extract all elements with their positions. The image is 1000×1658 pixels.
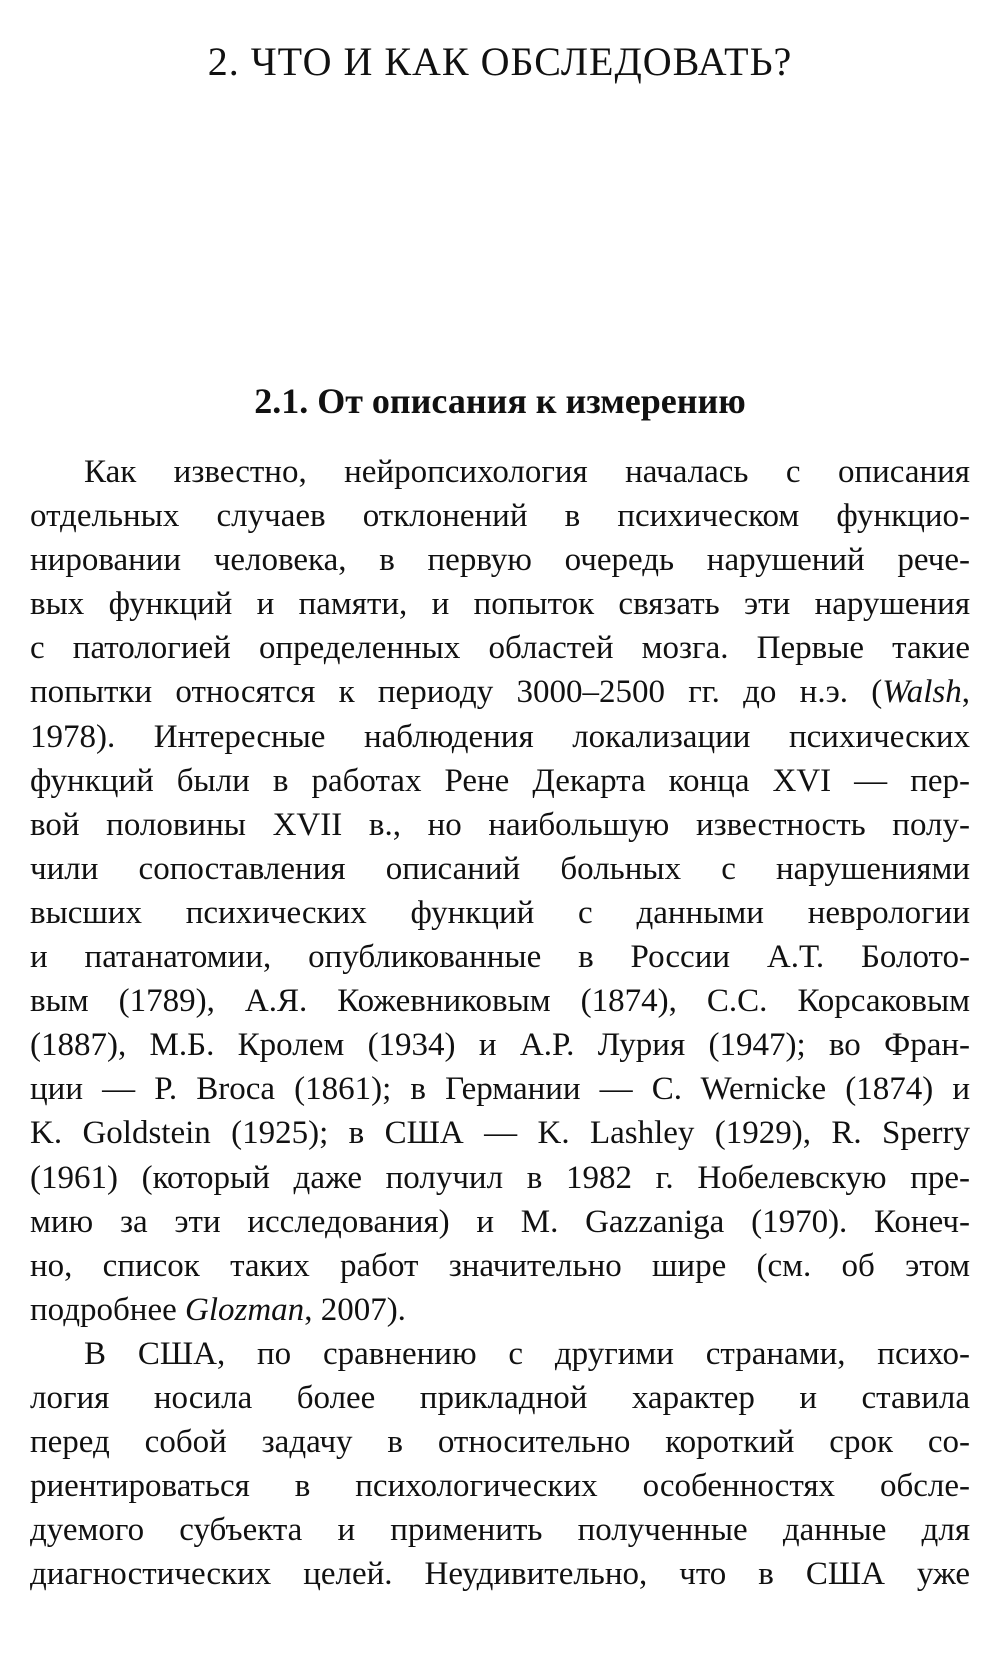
text-line: с патологией определенных областей мозга. Первые такие — [30, 630, 970, 667]
text-line: вой половины XVII в., но наибольшую известность полу- — [30, 806, 970, 843]
citation-author: Walsh — [882, 674, 962, 711]
text-line: K. Goldstein (1925); в США — K. Lashley (1929), R. Sperry — [30, 1115, 970, 1152]
text-fragment: , 2007). — [304, 1291, 406, 1328]
text-line: Как известно, нейропсихология началась с описания — [84, 454, 970, 490]
citation-author: Glozman — [185, 1291, 305, 1328]
paragraph-2 — [30, 1332, 970, 1597]
chapter-title: 2. ЧТО И КАК ОБСЛЕДОВАТЬ? — [207, 39, 793, 84]
text-line — [30, 670, 970, 714]
text-line: нировании человека, в первую очередь нарушений рече- — [30, 542, 970, 579]
text-line — [30, 1288, 970, 1332]
text-line: высших психических функций с данными неврологии — [30, 894, 970, 931]
text-line: чили сопоставления описаний больных с нарушениями — [30, 850, 970, 887]
text-fragment: подробнее — [30, 1291, 185, 1328]
text-line: мию за эти исследования) и M. Gazzaniga (1970). Конеч- — [30, 1203, 970, 1240]
section-title: 2.1. От описания к измерению — [254, 381, 746, 421]
text-line: риентироваться в психологических особенностях обсле- — [30, 1468, 970, 1505]
text-line: вых функций и памяти, и попыток связать эти нарушения — [30, 586, 970, 623]
text-fragment: попытки относятся к периоду 3000–2500 гг. до н.э. ( — [30, 674, 883, 711]
text-line: вым (1789), А.Я. Кожевниковым (1874), С.С. Корсаковым — [30, 983, 970, 1020]
text-line: логия носила более прикладной характер и ставила — [30, 1379, 970, 1416]
text-line: В США, по сравнению с другими странами, психо- — [84, 1335, 970, 1372]
paragraph-1 — [30, 450, 970, 1332]
text-line: 1978). Интересные наблюдения локализации психических — [30, 718, 970, 755]
body-text — [30, 450, 970, 1596]
text-line: и патанатомии, опубликованные в России А.Т. Болото- — [30, 939, 970, 976]
text-line: (1961) (который даже получил в 1982 г. Нобелевскую пре- — [30, 1159, 970, 1196]
text-line: перед собой задачу в относительно короткий срок со- — [30, 1424, 970, 1461]
text-line: (1887), М.Б. Кролем (1934) и А.Р. Лурия (1947); во Фран- — [30, 1027, 970, 1064]
text-line: но, список таких работ значительно шире (см. об этом — [30, 1247, 970, 1284]
text-line: диагностических целей. Неудивительно, что в США уже — [30, 1556, 970, 1593]
text-line: отдельных случаев отклонений в психическом функцио- — [30, 498, 970, 535]
text-line: ции — P. Broca (1861); в Германии — C. Wernicke (1874) и — [30, 1071, 970, 1108]
text-line: дуемого субъекта и применить полученные данные для — [30, 1512, 970, 1549]
text-line: функций были в работах Рене Декарта конца XVI — пер- — [30, 762, 970, 799]
text-fragment: , — [961, 674, 970, 711]
